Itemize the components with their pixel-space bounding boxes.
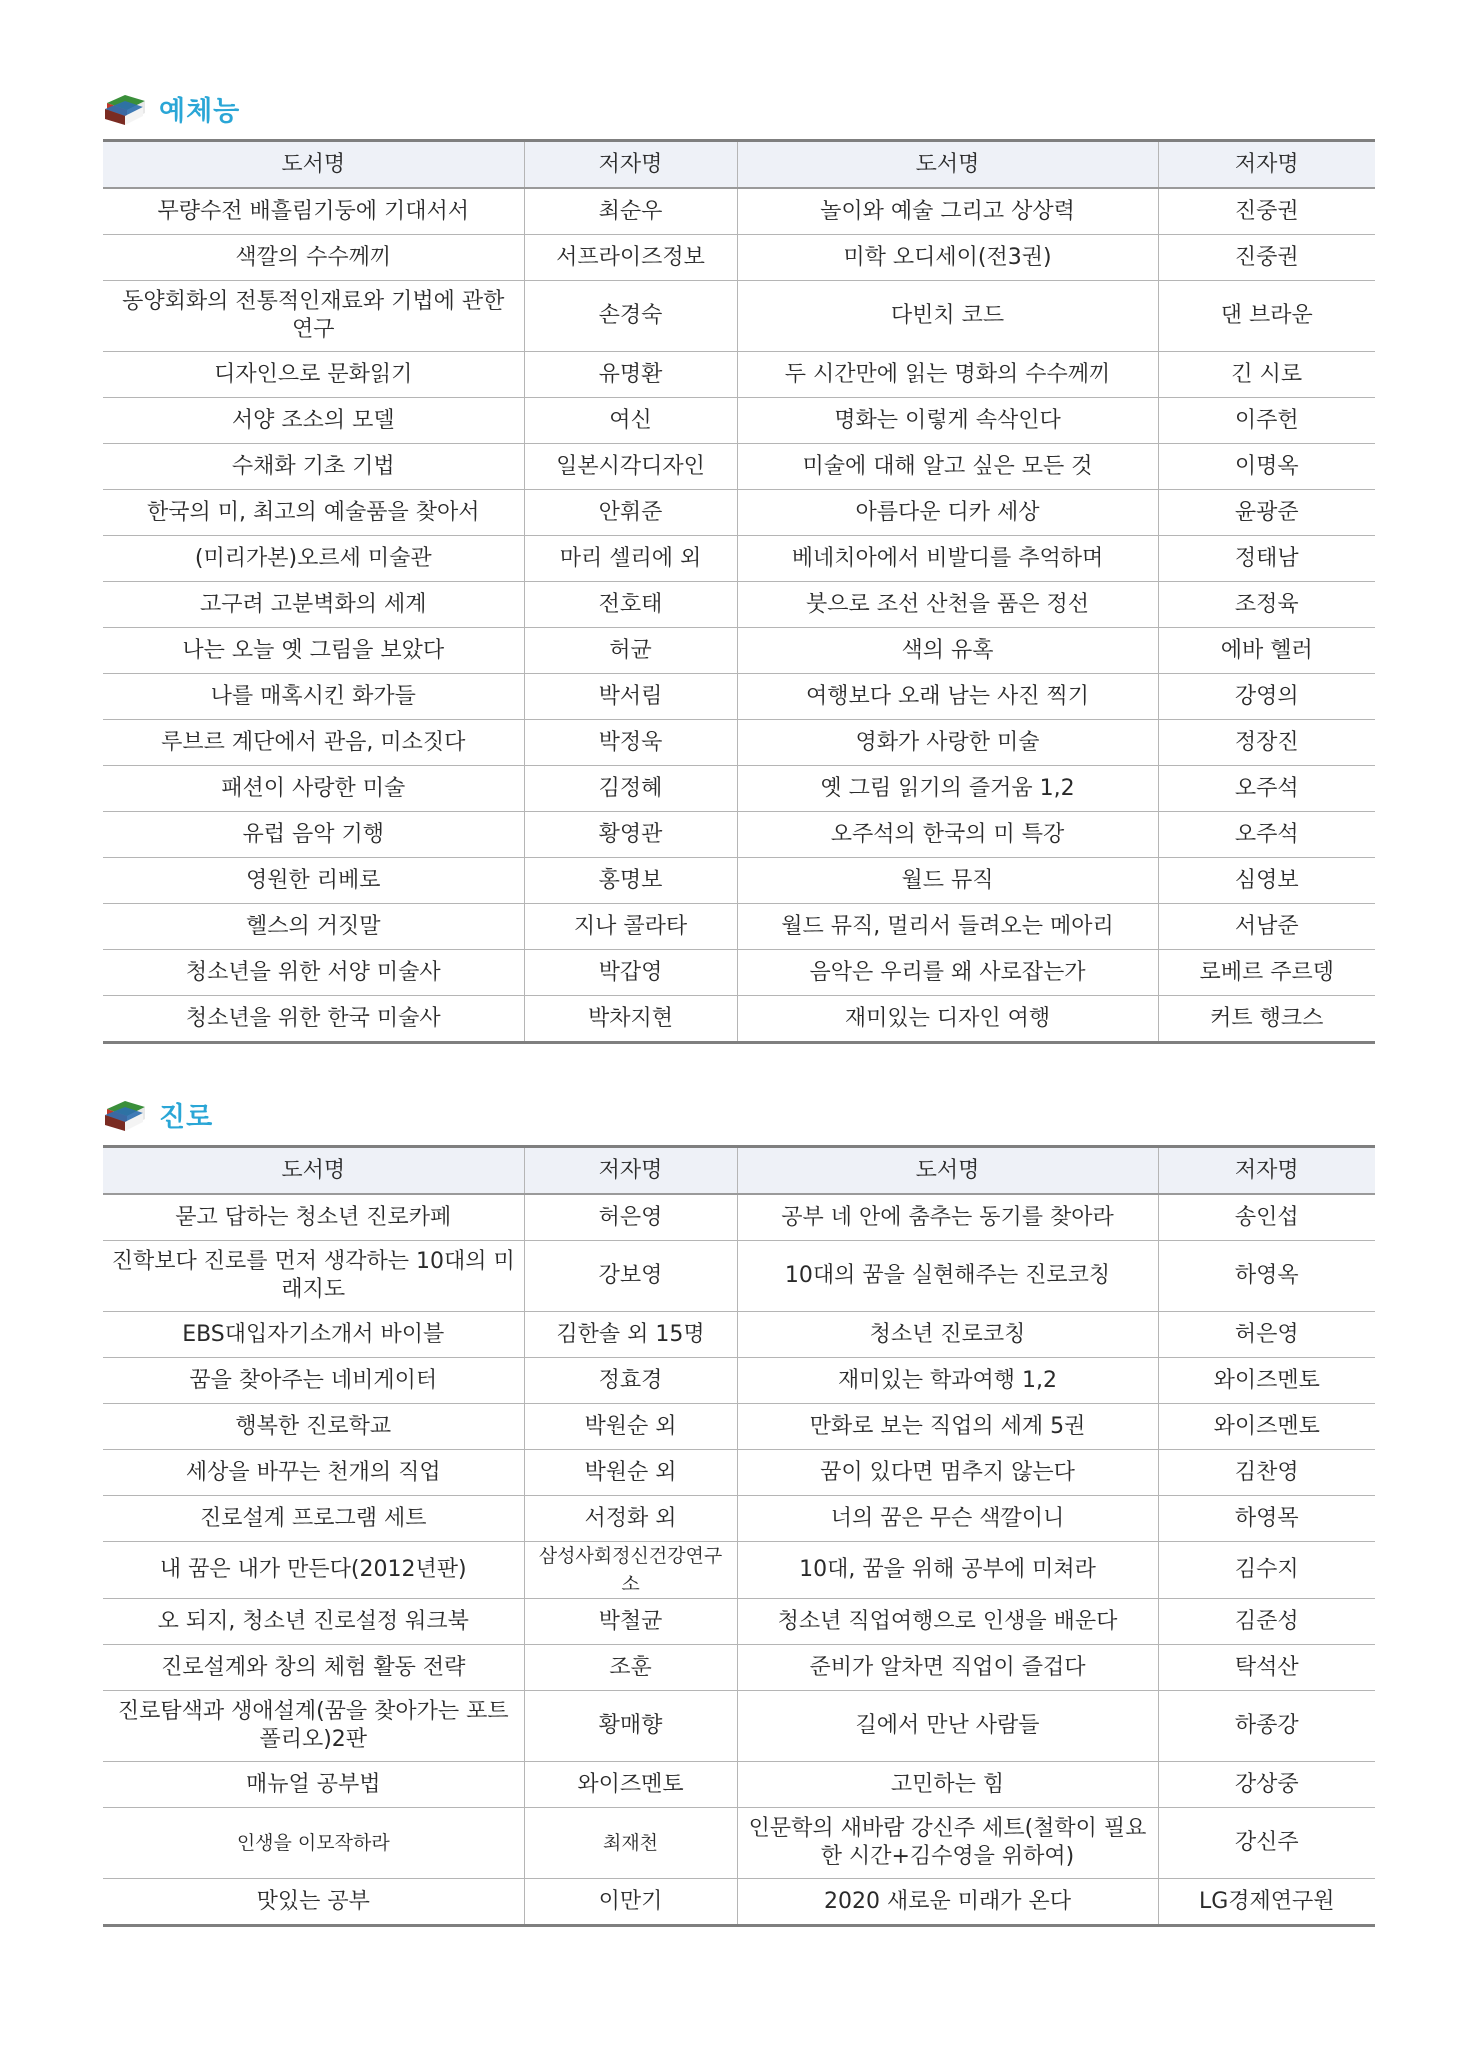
book-title: 세상을 바꾸는 천개의 직업 (103, 1450, 524, 1496)
section-arts (103, 80, 1375, 1044)
table-row (103, 281, 1375, 352)
book-title: 2020 새로운 미래가 온다 (737, 1879, 1158, 1926)
book-title: (미리가본)오르세 미술관 (103, 536, 524, 582)
book-title: 내 꿈은 내가 만든다(2012년판) (103, 1542, 524, 1599)
book-title: 청소년 진로코칭 (737, 1312, 1158, 1358)
book-author: 에바 헬러 (1158, 628, 1375, 674)
book-title: 고구려 고분벽화의 세계 (103, 582, 524, 628)
book-title: 음악은 우리를 왜 사로잡는가 (737, 950, 1158, 996)
book-author: 정효경 (524, 1358, 737, 1404)
book-title: 아름다운 디카 세상 (737, 490, 1158, 536)
book-title: 행복한 진로학교 (103, 1404, 524, 1450)
table-row (103, 1808, 1375, 1879)
books-icon (103, 89, 149, 127)
book-author: 긴 시로 (1158, 352, 1375, 398)
book-title: 서양 조소의 모델 (103, 398, 524, 444)
book-title: 월드 뮤직 (737, 858, 1158, 904)
book-author: 여신 (524, 398, 737, 444)
book-title: 고민하는 힘 (737, 1762, 1158, 1808)
book-author: 마리 셀리에 외 (524, 536, 737, 582)
book-title: 재미있는 디자인 여행 (737, 996, 1158, 1043)
book-title: 진로설계 프로그램 세트 (103, 1496, 524, 1542)
book-author: LG경제연구원 (1158, 1879, 1375, 1926)
book-title: 명화는 이렇게 속삭인다 (737, 398, 1158, 444)
header-title: 도서명 (103, 141, 524, 189)
book-author: 정태남 (1158, 536, 1375, 582)
book-title: 오주석의 한국의 미 특강 (737, 812, 1158, 858)
book-author: 진중권 (1158, 235, 1375, 281)
section-title: 진로 (159, 1101, 214, 1133)
header-author: 저자명 (1158, 141, 1375, 189)
book-title: 묻고 답하는 청소년 진로카페 (103, 1194, 524, 1241)
book-author: 박원순 외 (524, 1404, 737, 1450)
book-author: 김정혜 (524, 766, 737, 812)
header-author: 저자명 (524, 141, 737, 189)
header-title: 도서명 (103, 1147, 524, 1195)
book-title: 꿈을 찾아주는 네비게이터 (103, 1358, 524, 1404)
table-row (103, 1542, 1375, 1599)
book-author: 하영옥 (1158, 1241, 1375, 1312)
book-title: 꿈이 있다면 멈추지 않는다 (737, 1450, 1158, 1496)
book-author: 강상중 (1158, 1762, 1375, 1808)
table-row (103, 1645, 1375, 1691)
book-author: 황매향 (524, 1691, 737, 1762)
book-author: 서남준 (1158, 904, 1375, 950)
book-author: 윤광준 (1158, 490, 1375, 536)
book-author: 박철균 (524, 1599, 737, 1645)
book-title: 청소년을 위한 서양 미술사 (103, 950, 524, 996)
book-title: 너의 꿈은 무슨 색깔이니 (737, 1496, 1158, 1542)
book-title: 헬스의 거짓말 (103, 904, 524, 950)
header-author: 저자명 (524, 1147, 737, 1195)
book-title: 나는 오늘 옛 그림을 보았다 (103, 628, 524, 674)
book-author: 서프라이즈정보 (524, 235, 737, 281)
book-author: 이만기 (524, 1879, 737, 1926)
book-title: 무량수전 배흘림기둥에 기대서서 (103, 188, 524, 235)
table-row (103, 444, 1375, 490)
book-title: 붓으로 조선 산천을 품은 정선 (737, 582, 1158, 628)
book-title: 진로탐색과 생애설계(꿈을 찾아가는 포트폴리오)2판 (103, 1691, 524, 1762)
book-title: 인문학의 새바람 강신주 세트(철학이 필요한 시간+김수영을 위하여) (737, 1808, 1158, 1879)
book-title: 미술에 대해 알고 싶은 모든 것 (737, 444, 1158, 490)
table-row (103, 628, 1375, 674)
table-row (103, 1312, 1375, 1358)
book-title: 영화가 사랑한 미술 (737, 720, 1158, 766)
books-icon (103, 1095, 149, 1133)
book-title: 10대의 꿈을 실현해주는 진로코칭 (737, 1241, 1158, 1312)
table-row (103, 1358, 1375, 1404)
book-title: 루브르 계단에서 관음, 미소짓다 (103, 720, 524, 766)
section-header (103, 80, 1375, 136)
book-author: 유명환 (524, 352, 737, 398)
book-author: 서정화 외 (524, 1496, 737, 1542)
book-title: 색의 유혹 (737, 628, 1158, 674)
book-author: 심영보 (1158, 858, 1375, 904)
book-author: 오주석 (1158, 766, 1375, 812)
section-header (103, 1086, 1375, 1142)
book-author: 와이즈멘토 (524, 1762, 737, 1808)
book-author: 박차지현 (524, 996, 737, 1043)
book-author: 진중권 (1158, 188, 1375, 235)
book-author: 정장진 (1158, 720, 1375, 766)
book-author: 강보영 (524, 1241, 737, 1312)
book-author: 이주헌 (1158, 398, 1375, 444)
book-author: 탁석산 (1158, 1645, 1375, 1691)
book-author: 댄 브라운 (1158, 281, 1375, 352)
book-title: 패션이 사랑한 미술 (103, 766, 524, 812)
table-row (103, 188, 1375, 235)
book-title: 공부 네 안에 춤추는 동기를 찾아라 (737, 1194, 1158, 1241)
book-author: 허균 (524, 628, 737, 674)
book-title: 청소년을 위한 한국 미술사 (103, 996, 524, 1043)
table-row (103, 1762, 1375, 1808)
book-title: 진학보다 진로를 먼저 생각하는 10대의 미래지도 (103, 1241, 524, 1312)
book-title: 재미있는 학과여행 1,2 (737, 1358, 1158, 1404)
book-title: 다빈치 코드 (737, 281, 1158, 352)
table-row (103, 1879, 1375, 1926)
section-career (103, 1086, 1375, 1927)
table-row (103, 812, 1375, 858)
book-author: 박원순 외 (524, 1450, 737, 1496)
table-row (103, 766, 1375, 812)
book-title: 만화로 보는 직업의 세계 5권 (737, 1404, 1158, 1450)
book-author: 최재천 (524, 1808, 737, 1879)
book-author: 박갑영 (524, 950, 737, 996)
book-author: 허은영 (1158, 1312, 1375, 1358)
book-author: 김준성 (1158, 1599, 1375, 1645)
book-title: 진로설계와 창의 체험 활동 전략 (103, 1645, 524, 1691)
book-author: 홍명보 (524, 858, 737, 904)
table-header-row (103, 1147, 1375, 1195)
book-title: 한국의 미, 최고의 예술품을 찾아서 (103, 490, 524, 536)
book-title: 월드 뮤직, 멀리서 들려오는 메아리 (737, 904, 1158, 950)
table-row (103, 352, 1375, 398)
book-title: EBS대입자기소개서 바이블 (103, 1312, 524, 1358)
book-author: 박서림 (524, 674, 737, 720)
book-author: 일본시각디자인 (524, 444, 737, 490)
table-row (103, 1404, 1375, 1450)
table-row (103, 904, 1375, 950)
book-table (103, 1145, 1375, 1927)
header-author: 저자명 (1158, 1147, 1375, 1195)
header-title: 도서명 (737, 1147, 1158, 1195)
book-author: 황영관 (524, 812, 737, 858)
book-author: 하영목 (1158, 1496, 1375, 1542)
book-title: 나를 매혹시킨 화가들 (103, 674, 524, 720)
header-title: 도서명 (737, 141, 1158, 189)
table-row (103, 674, 1375, 720)
book-author: 강신주 (1158, 1808, 1375, 1879)
book-title: 유럽 음악 기행 (103, 812, 524, 858)
book-title: 청소년 직업여행으로 인생을 배운다 (737, 1599, 1158, 1645)
book-title: 준비가 알차면 직업이 즐겁다 (737, 1645, 1158, 1691)
table-row (103, 1691, 1375, 1762)
book-author: 안휘준 (524, 490, 737, 536)
book-author: 전호태 (524, 582, 737, 628)
section-title: 예체능 (159, 95, 241, 127)
table-row (103, 582, 1375, 628)
table-row (103, 235, 1375, 281)
table-row (103, 720, 1375, 766)
book-author: 김수지 (1158, 1542, 1375, 1599)
book-title: 오 되지, 청소년 진로설정 워크북 (103, 1599, 524, 1645)
book-title: 미학 오디세이(전3권) (737, 235, 1158, 281)
book-title: 맛있는 공부 (103, 1879, 524, 1926)
book-table (103, 139, 1375, 1044)
book-author: 하종강 (1158, 1691, 1375, 1762)
book-author: 강영의 (1158, 674, 1375, 720)
table-row (103, 1496, 1375, 1542)
book-author: 로베르 주르뎅 (1158, 950, 1375, 996)
book-author: 삼성사회정신건강연구소 (524, 1542, 737, 1599)
book-title: 베네치아에서 비발디를 추억하며 (737, 536, 1158, 582)
table-row (103, 1241, 1375, 1312)
book-title: 수채화 기초 기법 (103, 444, 524, 490)
table-row (103, 490, 1375, 536)
book-author: 김찬영 (1158, 1450, 1375, 1496)
table-row (103, 536, 1375, 582)
book-author: 김한솔 외 15명 (524, 1312, 737, 1358)
book-author: 조훈 (524, 1645, 737, 1691)
book-title: 매뉴얼 공부법 (103, 1762, 524, 1808)
book-author: 송인섭 (1158, 1194, 1375, 1241)
table-header-row (103, 141, 1375, 189)
book-author: 이명옥 (1158, 444, 1375, 490)
book-title: 길에서 만난 사람들 (737, 1691, 1158, 1762)
book-title: 영원한 리베로 (103, 858, 524, 904)
book-title: 옛 그림 읽기의 즐거움 1,2 (737, 766, 1158, 812)
book-author: 허은영 (524, 1194, 737, 1241)
book-title: 여행보다 오래 남는 사진 찍기 (737, 674, 1158, 720)
book-author: 최순우 (524, 188, 737, 235)
book-title: 10대, 꿈을 위해 공부에 미쳐라 (737, 1542, 1158, 1599)
table-row (103, 858, 1375, 904)
book-author: 와이즈멘토 (1158, 1358, 1375, 1404)
book-author: 오주석 (1158, 812, 1375, 858)
book-title: 두 시간만에 읽는 명화의 수수께끼 (737, 352, 1158, 398)
book-author: 박정욱 (524, 720, 737, 766)
table-row (103, 950, 1375, 996)
table-row (103, 1599, 1375, 1645)
table-row (103, 1194, 1375, 1241)
book-title: 인생을 이모작하라 (103, 1808, 524, 1879)
book-author: 손경숙 (524, 281, 737, 352)
book-author: 커트 행크스 (1158, 996, 1375, 1043)
book-title: 색깔의 수수께끼 (103, 235, 524, 281)
book-title: 동양회화의 전통적인재료와 기법에 관한 연구 (103, 281, 524, 352)
book-title: 디자인으로 문화읽기 (103, 352, 524, 398)
table-row (103, 1450, 1375, 1496)
book-author: 지나 콜라타 (524, 904, 737, 950)
book-author: 와이즈멘토 (1158, 1404, 1375, 1450)
table-row (103, 398, 1375, 444)
book-author: 조정육 (1158, 582, 1375, 628)
table-row (103, 996, 1375, 1043)
book-title: 놀이와 예술 그리고 상상력 (737, 188, 1158, 235)
